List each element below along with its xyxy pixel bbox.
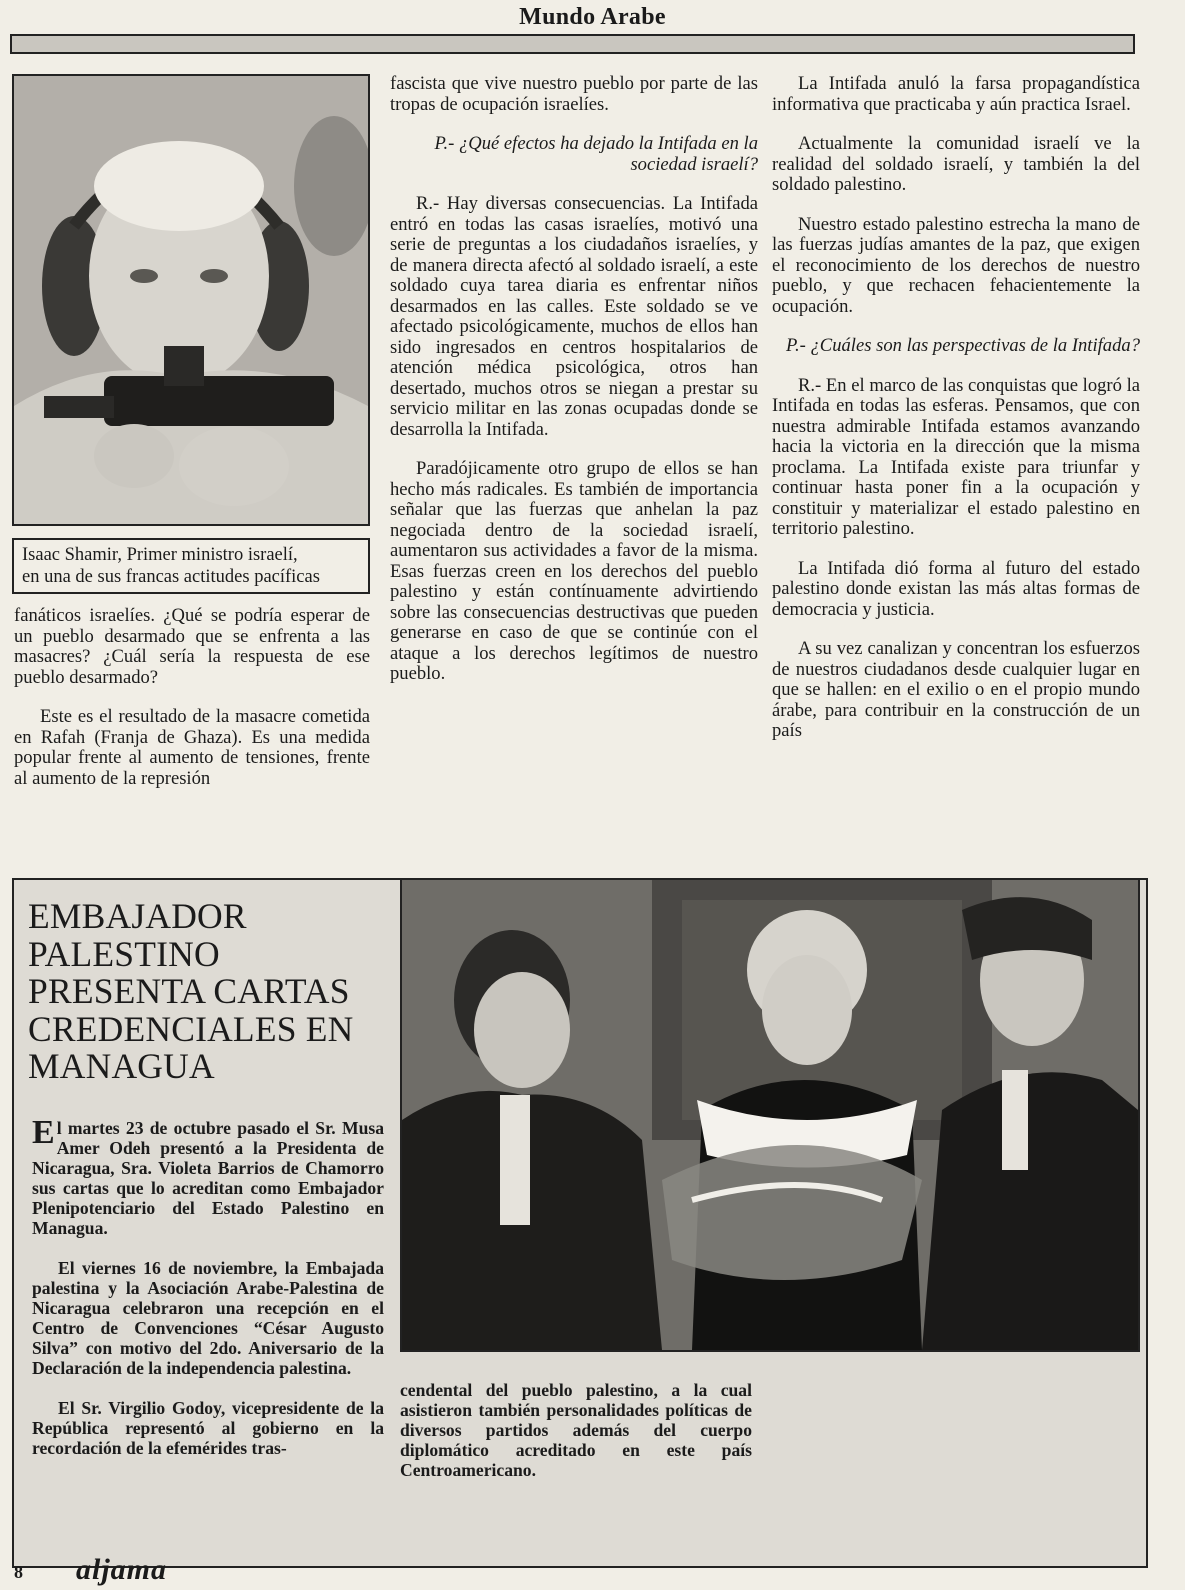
- column-3: [772, 74, 1140, 761]
- headline-line-2: PALESTINO: [28, 933, 220, 974]
- article-paragraph-3: El Sr. Virgilio Godoy, vicepresidente de la República representó al gobierno en la recordación de la efemérides tras-: [32, 1398, 384, 1458]
- ambassador-photo: [400, 878, 1140, 1352]
- article-headline: [28, 898, 398, 1086]
- col3-paragraph-1: La Intifada anuló la farsa propagandística informativa que practicaba y aún practica Israel.: [772, 73, 1140, 115]
- column-2: [390, 74, 758, 704]
- col3-paragraph-2: Actualmente la comunidad israelí ve la realidad del soldado israelí, y también la del soldado palestino.: [772, 133, 1140, 195]
- col2-paragraph-1: fascista que vive nuestro pueblo por parte de las tropas de ocupación israelíes.: [390, 73, 758, 115]
- col3-paragraph-5: La Intifada dió forma al futuro del estado palestino donde existan las más altas formas de democracia y justicia.: [772, 557, 1140, 620]
- ambassador-photo-image: [402, 880, 1138, 1350]
- caption-line-2: en una de sus francas actitudes pacíficas: [22, 567, 320, 587]
- header-rule-bar: [10, 34, 1135, 54]
- article-paragraph-4: cendental del pueblo palestino, a la cual asistieron también personalidades políticas de diversos partidos además del cuerpo diplomático acreditado en este país Centroamericano.: [400, 1380, 752, 1480]
- article-left-column: [32, 1114, 384, 1478]
- headline-line-4: CREDENCIALES EN: [28, 1008, 354, 1049]
- col3-paragraph-6: A su vez canalizan y concentran los esfuerzos de nuestros ciudadanos desde cualquier lugar en que se hallen: en el exilio o en el propio mundo árabe, para contribuir en la construcción de un país: [772, 638, 1140, 741]
- headline-line-5: MANAGUA: [28, 1046, 215, 1086]
- col2-paragraph-2: R.- Hay diversas consecuencias. La Intifada entró en todas las casas israelíes, motivó una serie de preguntas a los ciudadaños israelíes, y de manera directa afectó al soldado israelí, a este soldado cuya tarea diaria es enfrentar niños desarmados en las calles. Este soldado se ve afectado psicológicamente, muchos de ellos han sido ingresados en centros hospitalarios de atención médica psicológica, otros han desertado, muchos otros se niegan a prestar su servicio militar en las zonas ocupadas donde se desarrolla la Intifada.: [390, 193, 758, 440]
- col3-paragraph-4: R.- En el marco de las conquistas que logró la Intifada en todas las esferas. Pensamos, que con nuestra admirable Intifada estamos avanzando hacia la victoria en la dirección que la misma proclama. La Intifada existe para triunfar y continuar hasta poner fin a la ocupación y constituir y materializar el estado palestino en territorio palestino.: [772, 374, 1140, 539]
- headline-line-1: EMBAJADOR: [28, 896, 247, 936]
- col1-paragraph-1: fanáticos israelíes. ¿Qué se podría esperar de un pueblo desarmado que se enfrenta a las masacres? ¿Cuál sería la respuesta de ese pueblo desarmado?: [14, 605, 370, 688]
- headline-line-3: PRESENTA CARTAS: [28, 971, 350, 1011]
- col2-question-1: P.- ¿Qué efectos ha dejado la Intifada en la sociedad israelí?: [434, 133, 758, 175]
- magazine-logo: aljama: [76, 1553, 168, 1586]
- shamir-photo: [12, 74, 370, 526]
- article-dropcap: E: [32, 1114, 55, 1151]
- col3-paragraph-3: Nuestro estado palestino estrecha la mano de las fuerzas judías amantes de la paz, que exigen el reconocimiento de los derechos de nuestro pueblo, y que rechacen fehacientemente la ocupación.: [772, 213, 1140, 317]
- shamir-photo-image: [14, 76, 368, 524]
- section-title: Mundo Arabe: [519, 4, 666, 30]
- article-right-column: [400, 1380, 752, 1500]
- page-number: 8: [14, 1562, 23, 1582]
- photo-caption: [12, 538, 370, 594]
- col3-question-1: P.- ¿Cuáles son las perspectivas de la Intifada?: [786, 335, 1140, 356]
- col2-paragraph-3: Paradójicamente otro grupo de ellos se han hecho más radicales. Es también de importancia señalar que las fuerzas que anhelan la paz negociada dentro de la sociedad israelí, aumentaron sus actividades a favor de la misma. Esas fuerzas creen en los derechos del pueblo palestino y están contínuamente advirtiendo sobre las consecuencias destructivas que pueden generarse en caso de que se continúe con el ataque a los derechos legítimos de nuestro pueblo.: [390, 458, 758, 684]
- col1-paragraph-2: Este es el resultado de la masacre cometida en Rafah (Franja de Ghaza). Es una medida popular frente al aumento de tensiones, frente al aumento de la represión: [14, 706, 370, 789]
- article-paragraph-1: [32, 1114, 384, 1238]
- article-paragraph-1-text: l martes 23 de octubre pasado el Sr. Musa Amer Odeh presentó a la Presidenta de Nicaragua, Sra. Violeta Barrios de Chamorro sus cartas que lo acreditan como Embajador Plenipotenciario del Estado Palestino en Managua.: [32, 1118, 384, 1238]
- column-1: [14, 606, 370, 808]
- caption-line-1: Isaac Shamir, Primer ministro israelí,: [22, 545, 298, 565]
- article-paragraph-2: El viernes 16 de noviembre, la Embajada palestina y la Asociación Arabe-Palestina de Nicaragua celebraron una recepción en el Centro de Convenciones “César Augusto Silva” con motivo del 2do. Aniversario de la Declaración de la independencia palestina.: [32, 1258, 384, 1378]
